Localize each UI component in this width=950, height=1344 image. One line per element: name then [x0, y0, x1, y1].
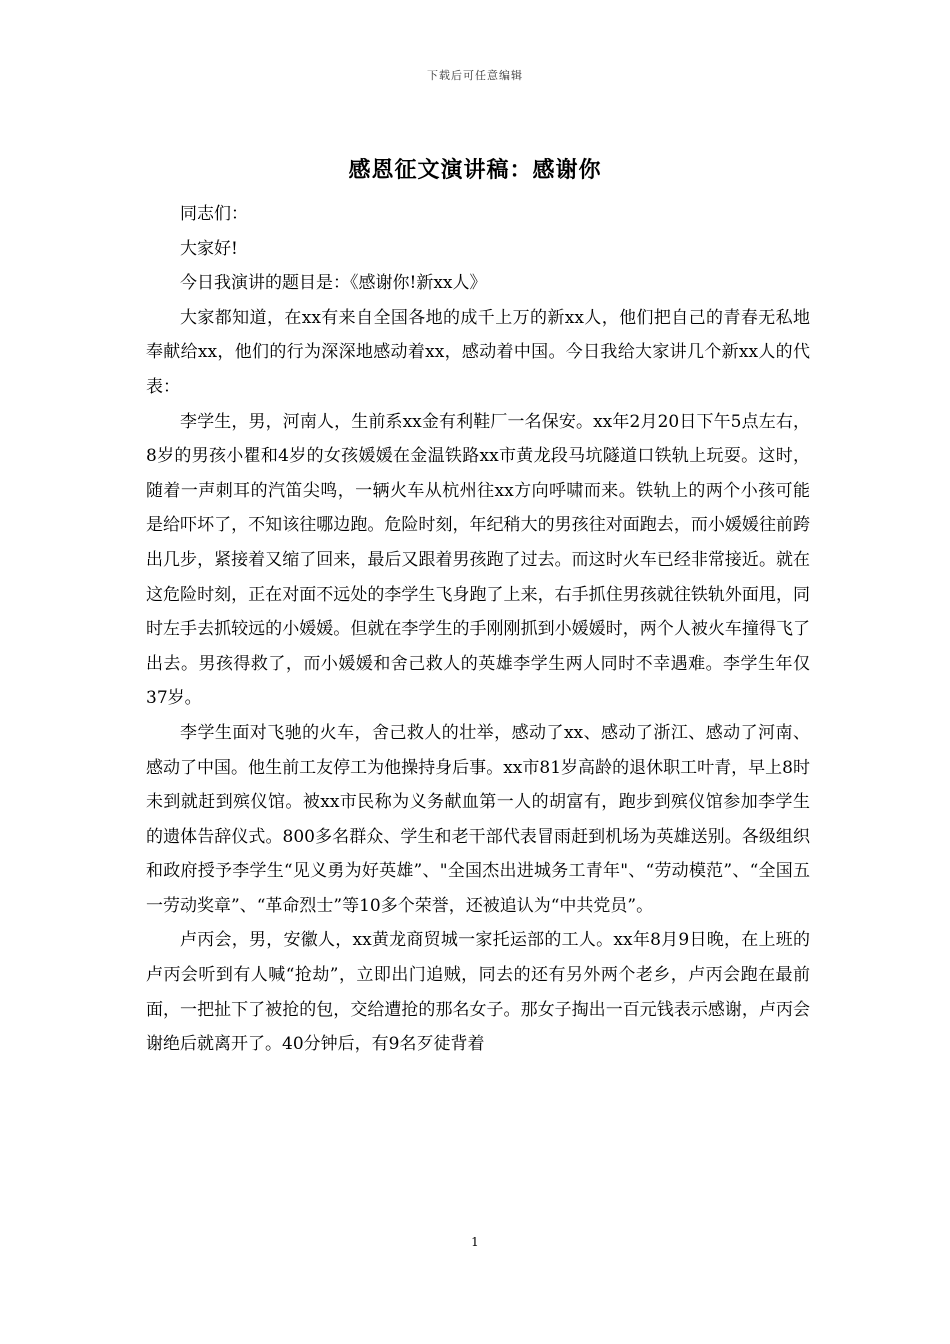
- salutation-paragraph: 同志们：: [180, 204, 248, 224]
- page-header-note: 下载后可任意编辑: [427, 69, 523, 82]
- document-body: [146, 197, 810, 1062]
- honors-paragraph: 李学生面对飞驰的火车，舍己救人的壮举，感动了xx、感动了浙江、感动了河南、感动了中国。他生前工友停工为他操持身后事。xx市81岁高龄的退休职工叶青，早上8时未到就赶到殡仪馆。被xx市民称为义务献血第一人的胡富有，跑步到殡仪馆参加李学生的遗体告辞仪式。800多名群众、学生和老干部代表冒雨赶到机场为英雄送别。各级组织和政府授予李学生“见义勇为好英雄”、"全国杰出进城务工青年"、“劳动模范”、“全国五一劳动奖章”、“革命烈士”等10多个荣誉，还被追认为“中共党员”。: [146, 722, 810, 916]
- topic-paragraph: 今日我演讲的题目是：《感谢你!新xx人》: [180, 273, 487, 294]
- intro-paragraph: 大家都知道，在xx有来自全国各地的成千上万的新xx人，他们把自己的青春无私地奉献给xx，他们的行为深深地感动着xx，感动着中国。今日我给大家讲几个新xx人的代表：: [146, 307, 810, 397]
- page-number: 1: [471, 1235, 479, 1249]
- story-paragraph: 李学生，男，河南人，生前系xx金有利鞋厂一名保安。xx年2月20日下午5点左右，8岁的男孩小瞿和4岁的女孩媛媛在金温铁路xx市黄龙段马坑隧道口铁轨上玩耍。这时，随着一声刺耳的汽笛尖鸣，一辆火车从杭州往xx方向呼啸而来。铁轨上的两个小孩可能是给吓坏了，不知该往哪边跑。危险时刻，年纪稍大的男孩往对面跑去，而小媛媛往前跨出几步，紧接着又缩了回来，最后又跟着男孩跑了过去。而这时火车已经非常接近。就在这危险时刻，正在对面不远处的李学生飞身跑了上来，右手抓住男孩就往铁轨外面甩，同时左手去抓较远的小媛媛。但就在李学生的手刚刚抓到小媛媛时，两个人被火车撞得飞了出去。男孩得救了，而小媛媛和舍己救人的英雄李学生两人同时不幸遇难。李学生年仅37岁。: [146, 411, 810, 709]
- document-title: 感恩征文演讲稿：感谢你: [348, 157, 602, 183]
- greeting-paragraph: 大家好!: [180, 238, 238, 259]
- second-story-paragraph: 卢丙会，男，安徽人，xx黄龙商贸城一家托运部的工人。xx年8月9日晚，在上班的卢丙会听到有人喊“抢劫”，立即出门追贼，同去的还有另外两个老乡，卢丙会跑在最前面，一把扯下了被抢的包，交给遭抢的那名女子。那女子掏出一百元钱表示感谢，卢丙会谢绝后就离开了。40分钟后，有9名歹徒背着: [146, 930, 810, 1055]
